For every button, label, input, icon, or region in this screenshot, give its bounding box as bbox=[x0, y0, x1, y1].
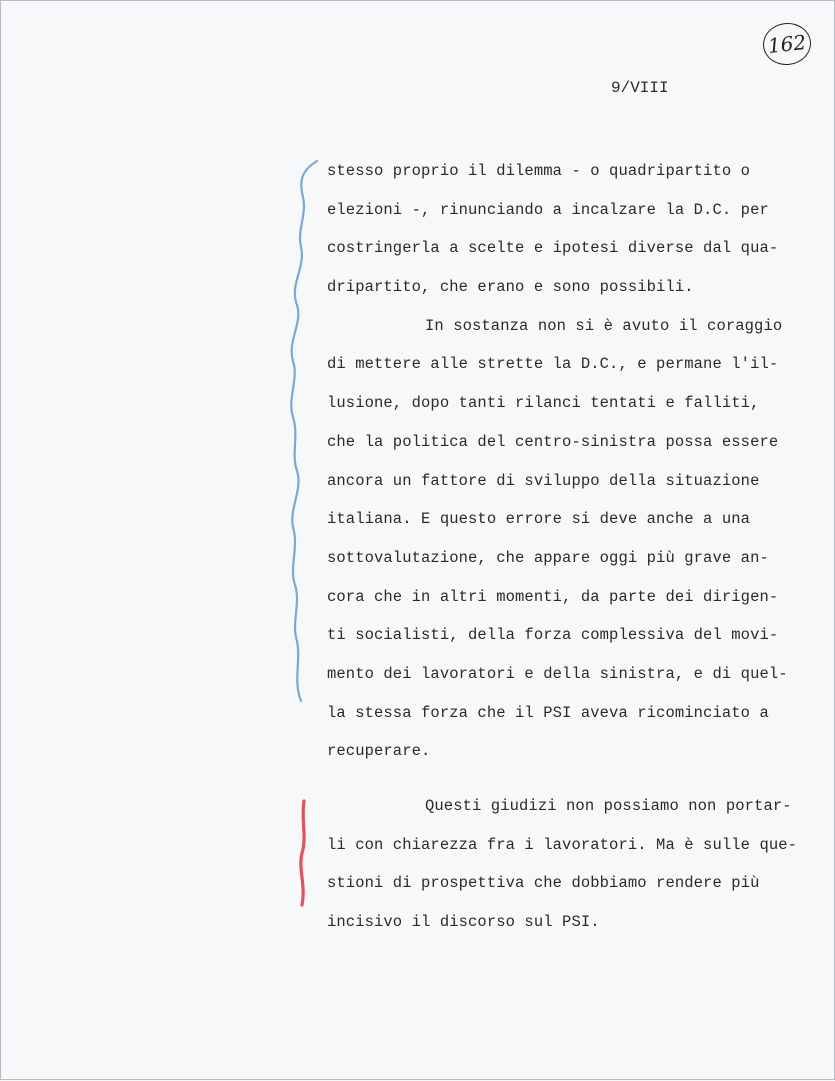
typed-text bbox=[327, 158, 817, 948]
page-number: 9/VIII bbox=[611, 79, 669, 97]
text-line: che la politica del centro-sinistra possa essere bbox=[327, 432, 779, 451]
text-line: stioni di prospettiva che dobbiamo rendere più bbox=[327, 874, 760, 893]
text-line: ti socialisti, della forza complessiva del movi- bbox=[327, 626, 779, 645]
text-line: costringerla a scelte e ipotesi diverse dal qua- bbox=[327, 239, 779, 258]
text-line: italiana. E questo errore si deve anche a una bbox=[327, 510, 751, 529]
text-line: dripartito, che erano e sono possibili. bbox=[327, 278, 694, 297]
text-line: Questi giudizi non possiamo non portar- bbox=[425, 797, 792, 815]
text-line: incisivo il discorso sul PSI. bbox=[327, 913, 600, 932]
paragraph-1 bbox=[327, 158, 817, 313]
text-line: sottovalutazione, che appare oggi più grave an- bbox=[327, 548, 769, 567]
text-line: la stessa forza che il PSI aveva ricominciato a bbox=[327, 703, 769, 722]
text-line: elezioni -, rinunciando a incalzare la D.C. per bbox=[327, 200, 769, 219]
text-line: In sostanza non si è avuto il coraggio bbox=[425, 316, 783, 335]
blue-pencil-bracket bbox=[291, 161, 317, 701]
stamp-number: 162 bbox=[766, 30, 808, 58]
text-line: mento dei lavoratori e della sinistra, e di quel- bbox=[327, 664, 788, 683]
text-line: lusione, dopo tanti rilanci tentati e falliti, bbox=[327, 394, 760, 413]
paragraph-gap bbox=[327, 777, 817, 793]
text-line: cora che in altri momenti, da parte dei dirigen- bbox=[327, 587, 779, 606]
text-line: li con chiarezza fra i lavoratori. Ma è sulle que- bbox=[327, 835, 798, 854]
paragraph-2 bbox=[327, 313, 817, 777]
text-line: di mettere alle strette la D.C., e permane l'il- bbox=[327, 355, 779, 374]
text-line: recuperare. bbox=[327, 742, 431, 761]
text-line: ancora un fattore di sviluppo della situazione bbox=[327, 471, 760, 490]
archive-stamp bbox=[761, 21, 813, 68]
text-line: stesso proprio il dilemma - o quadripartito o bbox=[327, 162, 751, 180]
paragraph-3 bbox=[327, 793, 817, 948]
red-pencil-mark bbox=[301, 801, 304, 905]
